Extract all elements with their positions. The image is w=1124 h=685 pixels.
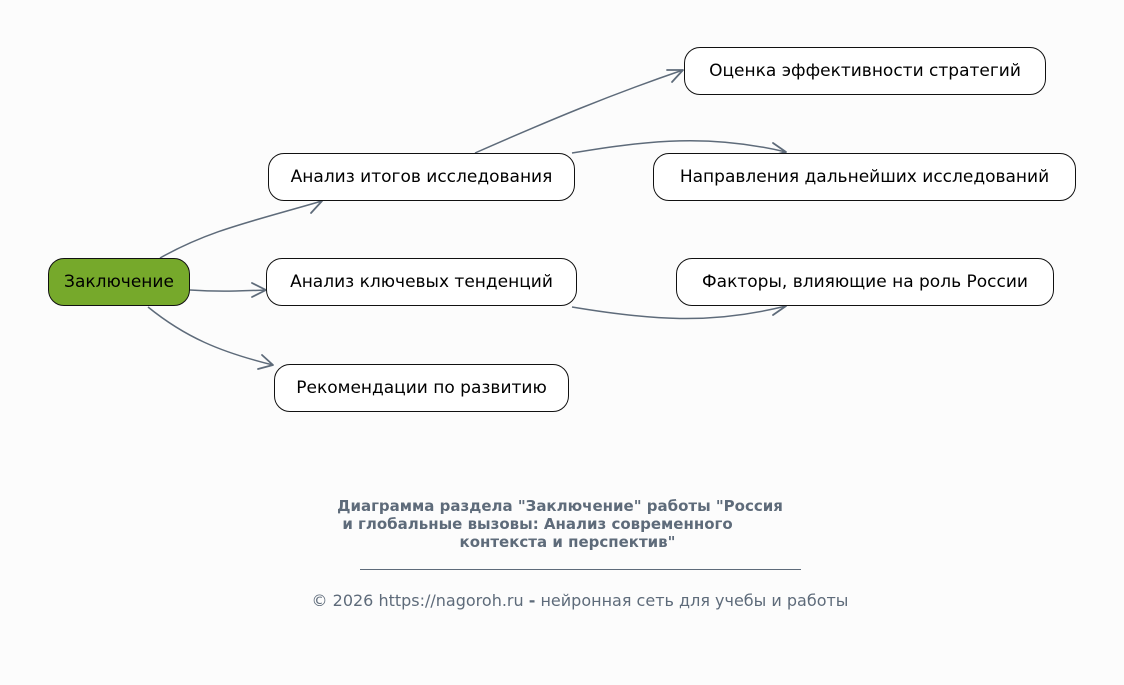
edge-root-to-analysis-results [160, 201, 322, 258]
arrowhead-strategy-evaluation [667, 70, 683, 82]
footer-copyright-link[interactable]: © 2026 https://nagoroh.ru [311, 591, 524, 610]
node-future-research[interactable]: Направления дальнейших исследований [653, 153, 1076, 201]
footer [0, 591, 1124, 611]
edge-root-to-recommendations [148, 307, 273, 365]
node-analysis-results[interactable]: Анализ итогов исследования [268, 153, 575, 201]
edge-key-trends-to-russia-factors [572, 306, 786, 319]
footer-tagline: нейронная сеть для учебы и работы [540, 591, 849, 610]
edge-root-to-key-trends [190, 290, 266, 291]
node-root[interactable]: Заключение [48, 258, 190, 306]
caption-divider [360, 569, 801, 570]
edge-analysis-results-to-future-research [572, 141, 786, 153]
node-key-trends[interactable]: Анализ ключевых тенденций [266, 258, 577, 306]
node-recommendations[interactable]: Рекомендации по развитию [274, 364, 569, 412]
node-strategy-evaluation[interactable]: Оценка эффективности стратегий [684, 47, 1046, 95]
diagram-caption [280, 497, 840, 551]
caption-line-2: и глобальные вызовы: Анализ современного [342, 515, 733, 533]
caption-line-3: контекста и перспектив" [459, 533, 676, 551]
node-russia-factors[interactable]: Факторы, влияющие на роль России [676, 258, 1054, 306]
caption-line-1: Диаграмма раздела "Заключение" работы "Россия [337, 497, 783, 515]
edge-analysis-results-to-strategy-evaluation [475, 70, 683, 153]
footer-separator: - [528, 591, 536, 610]
